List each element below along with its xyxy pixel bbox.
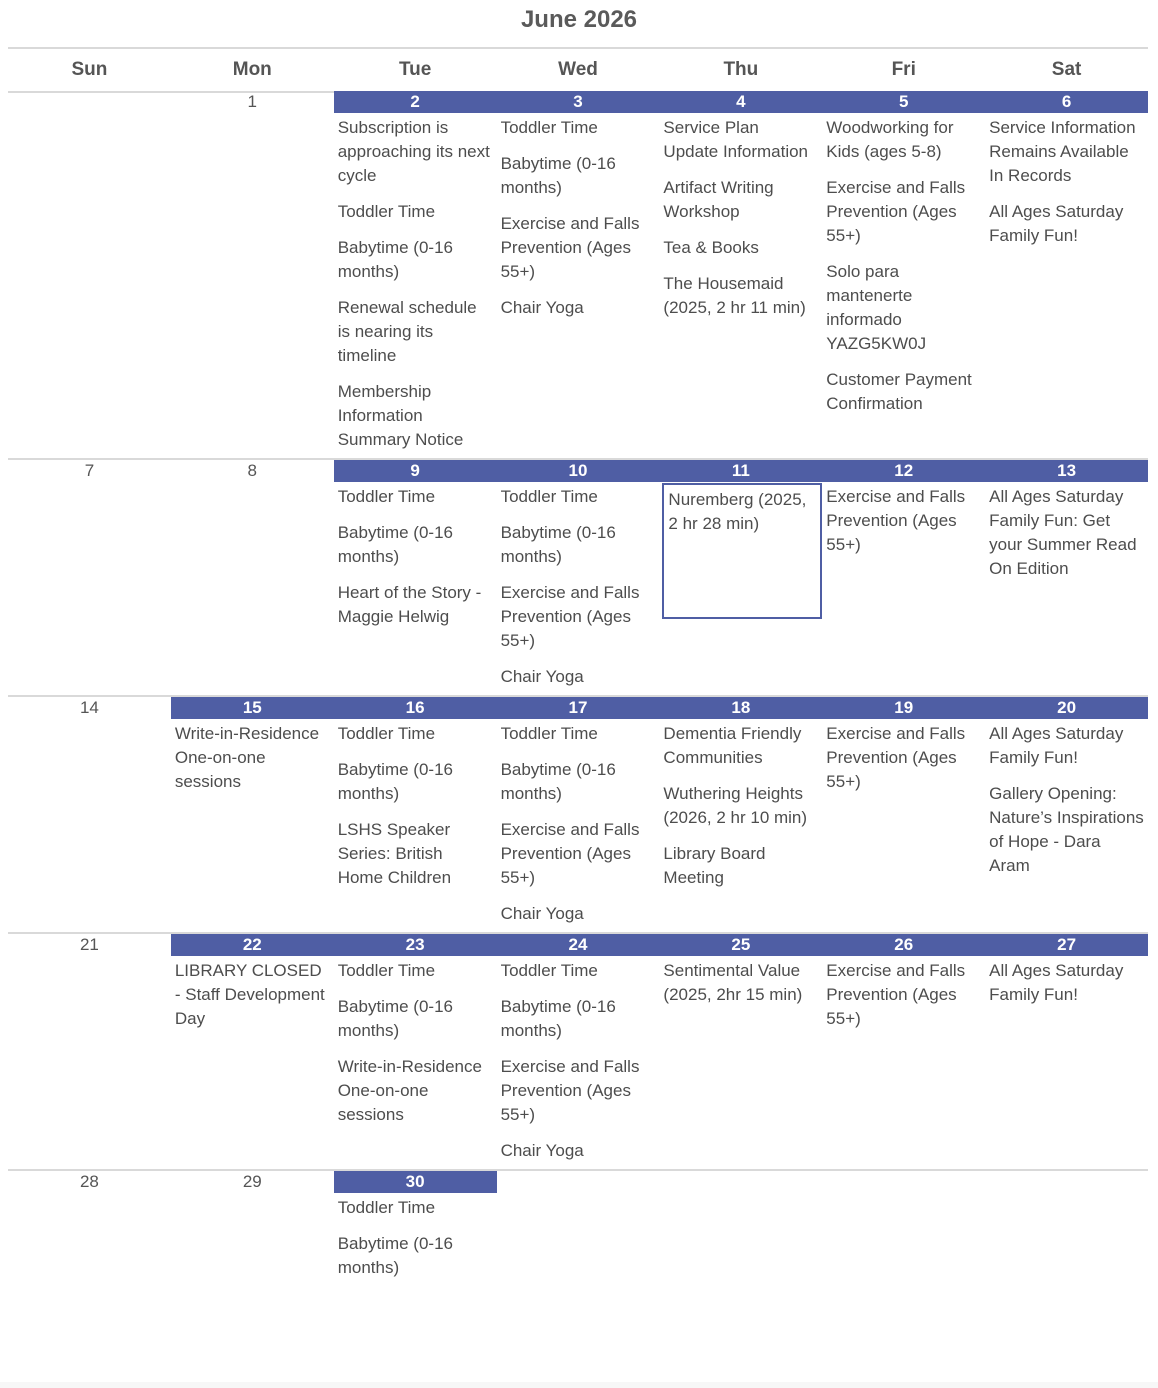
event-link[interactable]: Heart of the Story - Maggie Helwig xyxy=(337,583,482,626)
event-list xyxy=(334,113,497,452)
event-link[interactable]: Sentimental Value (2025, 2hr 15 min) xyxy=(663,961,803,1004)
event-link[interactable]: Solo para mantenerte informado YAZG5KW0J xyxy=(826,262,927,353)
day-cell[interactable] xyxy=(8,1171,171,1301)
day-number xyxy=(659,1171,822,1193)
event-link[interactable]: LSHS Speaker Series: British Home Children xyxy=(337,820,452,887)
event-link[interactable]: Exercise and Falls Prevention (Ages 55+) xyxy=(826,724,966,791)
event-list xyxy=(985,719,1148,878)
event-list xyxy=(822,719,985,794)
event-link[interactable]: Babytime (0-16 months) xyxy=(500,997,616,1040)
event-link[interactable]: Renewal schedule is nearing its timeline xyxy=(337,298,477,365)
day-number: 15 xyxy=(171,697,334,719)
event-link[interactable]: Chair Yoga xyxy=(500,1141,584,1160)
event-list xyxy=(659,719,822,890)
event-list xyxy=(497,719,660,926)
event-link[interactable]: Babytime (0-16 months) xyxy=(500,523,616,566)
day-cell[interactable] xyxy=(8,697,171,938)
event-link[interactable]: Exercise and Falls Prevention (Ages 55+) xyxy=(500,583,640,650)
day-cell xyxy=(659,1171,822,1301)
day-number: 22 xyxy=(171,934,334,956)
week-row xyxy=(8,460,1148,697)
weekday-mon: Mon xyxy=(232,59,272,80)
event-link[interactable]: Subscription is approaching its next cycle xyxy=(337,118,490,185)
event-list xyxy=(497,113,660,320)
event-link[interactable]: Toddler Time xyxy=(337,961,436,980)
event-link[interactable]: Woodworking for Kids (ages 5-8) xyxy=(826,118,954,161)
event-link[interactable]: Customer Payment Confirmation xyxy=(826,370,972,413)
day-number xyxy=(985,1171,1148,1193)
day-number: 9 xyxy=(334,460,497,482)
event-list xyxy=(662,483,822,619)
weekday-fri: Fri xyxy=(891,59,916,80)
event-link[interactable]: The Housemaid (2025, 2 hr 11 min) xyxy=(663,274,806,317)
weekday-header-row xyxy=(8,47,1148,93)
event-link[interactable]: Babytime (0-16 months) xyxy=(337,238,453,281)
day-number: 1 xyxy=(247,92,257,111)
day-cell[interactable] xyxy=(334,934,497,1175)
day-number: 2 xyxy=(334,91,497,113)
day-number: 7 xyxy=(84,461,95,480)
day-number: 14 xyxy=(79,698,99,717)
event-list xyxy=(985,956,1148,1007)
day-number: 12 xyxy=(822,460,985,482)
day-number xyxy=(497,1171,660,1193)
day-cell[interactable] xyxy=(171,934,334,1175)
event-list xyxy=(334,719,497,890)
day-number: 16 xyxy=(334,697,497,719)
day-number: 24 xyxy=(497,934,660,956)
day-number: 4 xyxy=(659,91,822,113)
event-link[interactable]: Artifact Writing Workshop xyxy=(663,178,774,221)
event-list xyxy=(171,719,334,794)
event-link[interactable]: Membership Information Summary Notice xyxy=(337,382,464,449)
day-cell[interactable] xyxy=(985,934,1148,1175)
event-link[interactable]: Toddler Time xyxy=(500,487,598,506)
event-link[interactable]: Toddler Time xyxy=(337,487,436,506)
event-link[interactable]: LIBRARY CLOSED - Staff Development Day xyxy=(174,961,325,1028)
day-cell xyxy=(985,1171,1148,1301)
day-number: 3 xyxy=(497,91,660,113)
day-cell[interactable] xyxy=(497,91,660,464)
event-link[interactable]: Chair Yoga xyxy=(500,667,584,686)
day-cell[interactable] xyxy=(171,1171,334,1301)
event-link[interactable]: Tea & Books xyxy=(663,238,759,257)
event-link[interactable]: Chair Yoga xyxy=(500,298,584,317)
day-cell[interactable] xyxy=(334,460,497,701)
day-cell[interactable] xyxy=(497,934,660,1175)
event-list xyxy=(497,482,660,689)
day-number: 19 xyxy=(822,697,985,719)
day-cell[interactable] xyxy=(8,460,171,701)
day-cell[interactable] xyxy=(985,91,1148,464)
day-number: 17 xyxy=(497,697,660,719)
event-link[interactable]: Service Plan Update Information xyxy=(663,118,809,161)
day-number: 20 xyxy=(985,697,1148,719)
day-number: 13 xyxy=(985,460,1148,482)
day-cell[interactable] xyxy=(171,697,334,938)
event-list xyxy=(334,482,497,629)
event-link[interactable]: Babytime (0-16 months) xyxy=(500,760,616,803)
event-link[interactable]: Service Information Remains Available In Records xyxy=(989,118,1136,185)
day-cell[interactable] xyxy=(334,91,497,464)
event-link[interactable]: Babytime (0-16 months) xyxy=(337,760,453,803)
day-cell[interactable] xyxy=(497,460,660,701)
event-link[interactable]: Library Board Meeting xyxy=(663,844,766,887)
day-number: 26 xyxy=(822,934,985,956)
day-cell[interactable] xyxy=(822,91,985,464)
day-number: 8 xyxy=(247,461,257,480)
day-cell[interactable] xyxy=(985,697,1148,938)
weekday-tue: Tue xyxy=(398,59,432,80)
event-link[interactable]: All Ages Saturday Family Fun! xyxy=(989,724,1124,767)
day-number: 23 xyxy=(334,934,497,956)
event-list xyxy=(822,956,985,1031)
event-link[interactable]: Wuthering Heights (2026, 2 hr 10 min) xyxy=(663,784,808,827)
event-list xyxy=(334,956,497,1127)
day-number: 11 xyxy=(659,460,822,482)
event-list xyxy=(822,482,985,557)
event-list xyxy=(497,956,660,1163)
day-number: 25 xyxy=(659,934,822,956)
event-list xyxy=(659,113,822,320)
day-cell[interactable] xyxy=(985,460,1148,701)
day-number: 10 xyxy=(497,460,660,482)
event-link[interactable]: Toddler Time xyxy=(500,724,598,743)
day-cell xyxy=(822,1171,985,1301)
event-link[interactable]: Toddler Time xyxy=(337,202,436,221)
calendar-title: June 2026 xyxy=(520,6,638,33)
event-link[interactable]: Nuremberg (2025, 2 hr 28 min) xyxy=(668,490,807,533)
event-link[interactable]: Exercise and Falls Prevention (Ages 55+) xyxy=(500,214,640,281)
day-cell[interactable] xyxy=(822,934,985,1175)
event-link[interactable]: Babytime (0-16 months) xyxy=(500,154,616,197)
day-cell[interactable] xyxy=(822,460,985,701)
event-list xyxy=(659,956,822,1007)
day-cell[interactable] xyxy=(822,697,985,938)
event-link[interactable]: Toddler Time xyxy=(500,961,598,980)
week-row xyxy=(8,91,1148,460)
event-link[interactable]: Babytime (0-16 months) xyxy=(337,997,453,1040)
event-link[interactable]: Write-in-Residence One-on-one sessions xyxy=(337,1057,482,1124)
week-row xyxy=(8,697,1148,934)
event-link[interactable]: Toddler Time xyxy=(337,1198,436,1217)
day-cell[interactable] xyxy=(8,934,171,1175)
day-cell[interactable] xyxy=(334,1171,497,1301)
day-number: 29 xyxy=(242,1172,262,1191)
day-number: 28 xyxy=(79,1172,99,1191)
day-cell[interactable] xyxy=(659,697,822,938)
event-link[interactable]: Chair Yoga xyxy=(500,904,584,923)
day-number: 21 xyxy=(79,935,99,954)
weekday-sun: Sun xyxy=(71,59,108,80)
day-number xyxy=(8,91,171,113)
day-cell[interactable] xyxy=(497,697,660,938)
day-cell[interactable] xyxy=(334,697,497,938)
event-link[interactable]: Babytime (0-16 months) xyxy=(337,1234,453,1277)
event-link[interactable]: Babytime (0-16 months) xyxy=(337,523,453,566)
weekday-wed: Wed xyxy=(558,59,598,80)
event-link[interactable]: Write-in-Residence One-on-one sessions xyxy=(174,724,320,791)
week-row xyxy=(8,1171,1148,1301)
weekday-thu: Thu xyxy=(723,59,759,80)
day-cell xyxy=(497,1171,660,1301)
day-number: 18 xyxy=(659,697,822,719)
page-footer-strip xyxy=(0,1382,1158,1388)
day-cell[interactable] xyxy=(659,460,822,701)
event-list xyxy=(334,1193,497,1280)
event-list xyxy=(171,956,334,1031)
day-number: 5 xyxy=(822,91,985,113)
event-list xyxy=(985,113,1148,248)
event-link[interactable]: Exercise and Falls Prevention (Ages 55+) xyxy=(500,1057,640,1124)
day-cell[interactable] xyxy=(659,91,822,464)
event-link[interactable]: Toddler Time xyxy=(337,724,436,743)
event-link[interactable]: All Ages Saturday Family Fun! xyxy=(989,961,1124,1004)
weekday-sat: Sat xyxy=(1051,59,1082,80)
event-link[interactable]: Gallery Opening: Nature’s Inspirations of Hope - Dara Aram xyxy=(989,784,1144,875)
event-link[interactable]: All Ages Saturday Family Fun! xyxy=(989,202,1124,245)
event-link[interactable]: Exercise and Falls Prevention (Ages 55+) xyxy=(826,487,966,554)
event-link[interactable]: Toddler Time xyxy=(500,118,598,137)
event-link[interactable]: Dementia Friendly Communities xyxy=(663,724,802,767)
event-list xyxy=(985,482,1148,581)
event-link[interactable]: Exercise and Falls Prevention (Ages 55+) xyxy=(826,961,966,1028)
event-link[interactable]: Exercise and Falls Prevention (Ages 55+) xyxy=(826,178,966,245)
day-number: 27 xyxy=(985,934,1148,956)
event-link[interactable]: Exercise and Falls Prevention (Ages 55+) xyxy=(500,820,640,887)
day-number: 30 xyxy=(334,1171,497,1193)
week-row xyxy=(8,934,1148,1171)
day-cell[interactable] xyxy=(171,91,334,464)
day-cell[interactable] xyxy=(171,460,334,701)
day-number: 6 xyxy=(985,91,1148,113)
event-link[interactable]: All Ages Saturday Family Fun: Get your Summer Read On Edition xyxy=(989,487,1137,578)
day-cell[interactable] xyxy=(659,934,822,1175)
day-cell xyxy=(8,91,171,464)
day-number xyxy=(822,1171,985,1193)
event-list xyxy=(822,113,985,416)
